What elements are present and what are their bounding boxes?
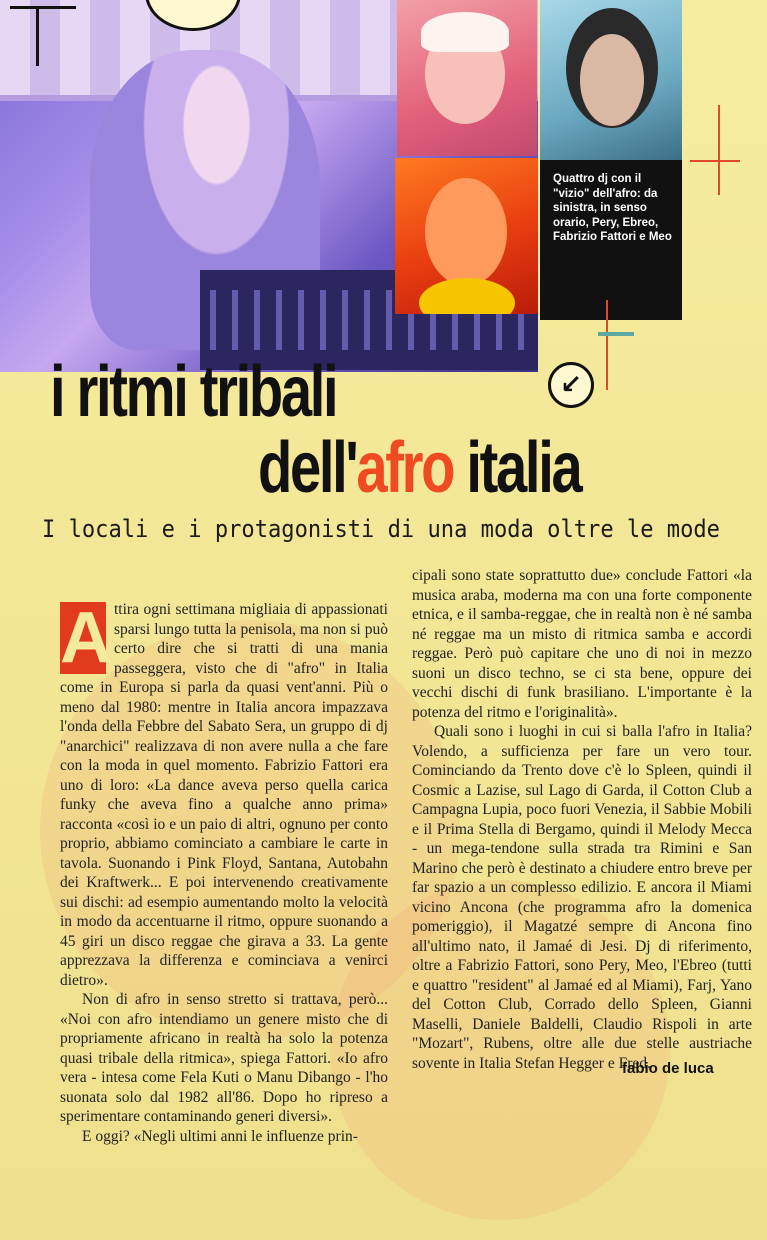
article-column-2 [412,566,752,1073]
paragraph: Non di afro in senso stretto si trattava, però... «Noi con afro intendiamo un genere misto che di propriamente africano in realtà ha solo la potenza quasi tribale della ritmica», spiega Fattori. «Io afro vera - intesa come Fela Kuti o Manu Dibango - l'ho suonata solo dal 1982 all'86. Dopo ho ripreso a sperimentare contaminando generi diversi». [60,991,388,1125]
portrait-face [580,34,644,126]
paragraph: E oggi? «Negli ultimi anni le influenze prin- [82,1127,358,1145]
portrait-face [425,178,507,286]
corner-mark [10,6,76,9]
headline-afro: afro [356,428,454,508]
portrait-shirt [419,278,515,314]
crosshair-mark [690,160,740,162]
drop-cap: A [60,598,112,678]
headline-dell: dell' [258,428,357,508]
photo-fattori [395,158,538,314]
headline-line-1: i ritmi tribali [50,352,337,432]
headline-line-2 [258,428,580,508]
article-column-1 [60,600,388,1146]
photo-caption: Quattro dj con il "vizio" dell'afro: da sinistra, in senso orario, Pery, Ebreo, Fabrizio Fattori e Meo [553,173,672,243]
photo-pery [397,0,537,156]
headline-italia: italia [453,428,581,508]
teal-bar-mark [598,332,634,336]
photo-ebreo [540,0,682,160]
crosshair-mark [718,105,720,195]
crosshair-mark [606,300,608,390]
subtitle: I locali e i protagonisti di una moda oltre le mode [42,515,720,543]
paragraph: ttira ogni settimana migliaia di appassionati sparsi lungo tutta la penisola, ma non si può certo dire che si tratti di una mania passeggera, visto che di "afro" in Italia come in Europa si parla da quasi vent'anni. Più o meno dal 1980: mentre in Italia ancora impazzava l'onda della Febbre del Sabato Sera, un gruppo di dj "anarchici" realizzava di non avere nulla a che fare con la moda in quel momento. Fabrizio Fattori era uno di loro: «La dance aveva perso quella carica funky che aveva fino a qualche anno prima» racconta «così io e un paio di altri, ognuno per conto proprio, abbiamo cominciato a cambiare le carte in tavola. Suonando i Pink Floyd, Santana, Autobahn dei Kraftwerk... E poi intervenendo creativamente sui dischi: ad esempio aumentando molto la velocità in modo da accentuarne il ritmo, oppure suonando a 45 giri un disco reggae che girava a 33. La gente apprezzava la differenza e cominciava a venirci dietro». [60,601,388,989]
arrow-down-left-icon: ↙ [548,362,594,408]
author-signature: fabio de luca [622,1060,714,1077]
portrait-cap [421,12,509,52]
corner-mark [36,6,39,66]
paragraph: Quali sono i luoghi in cui si balla l'afro in Italia? Volendo, a sufficienza per fare un vero tour. Cominciando da Trento dove c'è lo Spleen, quindi il Cosmic a Lazise, sul Lago di Garda, il Cotton Club a Campagna Lupia, poco fuori Venezia, il Sabbie Mobili e il Prima Stella di Bergamo, quindi il Melody Mecca - un mega-tendone sulla strada tra Rimini e San Marino che però è destinato a chiudere entro breve per far spazio a un complesso edilizio. E ancora il Miami vicino Ancona (che programma afro la domenica pomeriggio), il Magatzé sempre di Ancona fino all'ultimo nato, il Jamaé di Jesi. Dj di riferimento, oltre a Fabrizio Fattori, sono Pery, Meo, l'Ebreo (tutti e quattro "resident" al Jamaé ed al Miami), Farj, Yano del Cotton Club, Corrado dello Spleen, Gianni Maselli, Daniele Baldelli, Claudio Rispoli in arte "Mozart", Rubens, oltre alle due stelle austriache sovente in Italia Stefan Hegger e Fred. [412,723,752,1072]
paragraph: cipali sono state soprattutto due» conclude Fattori «la musica araba, moderna ma con una forte componente etnica, e il samba-reggae, che in realtà non è né samba né reggae ma un misto di ritmica samba e accordi reggae. Però può capitare che uno di noi in mezzo suoni un disco techno, se ci sta bene, oppure dei vecchi dischi di funk brasiliano. L'importante è la potenza del ritmo e l'originalità». [412,567,752,721]
